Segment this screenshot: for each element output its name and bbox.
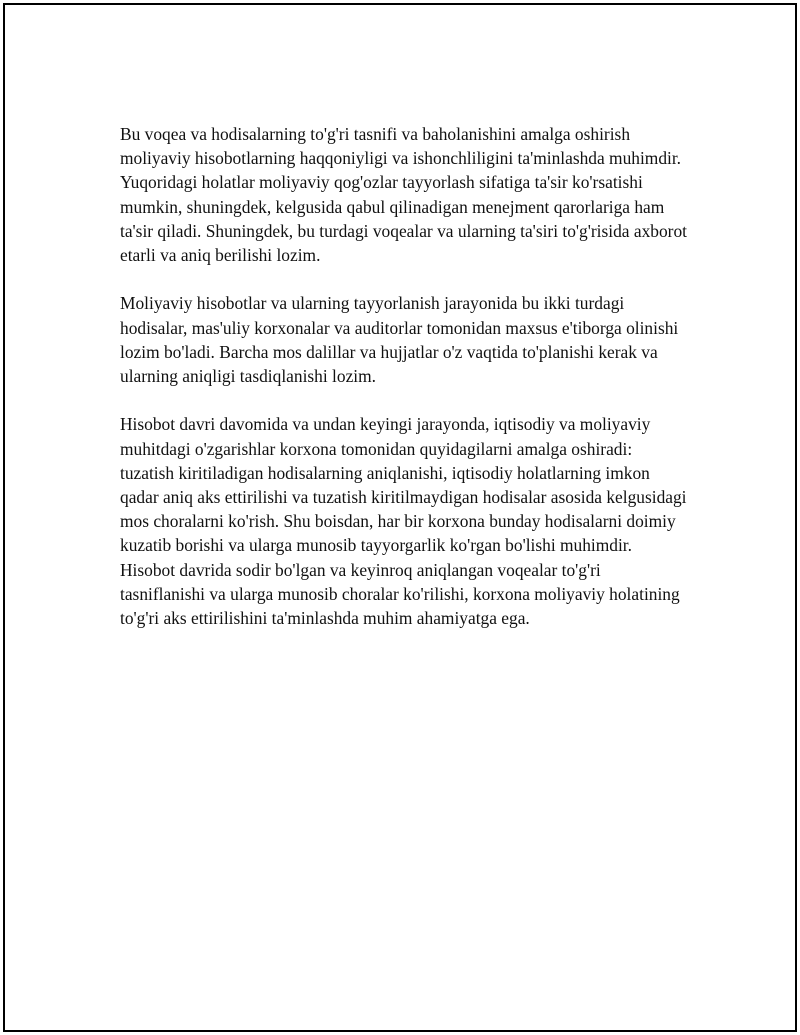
paragraph-1: Bu voqea va hodisalarning to'g'ri tasnifi va baholanishini amalga oshirish moliyaviy hisobotlarning haqqoniyligi va ishonchliligini ta'minlashda muhimdir. Yuqoridagi holatlar moliyaviy qog'ozlar tayyorlash sifatiga ta'sir ko'rsatishi mumkin, shuningdek, kelgusida qabul qilinadigan menejment qarorlariga ham ta'sir qiladi. Shuningdek, bu turdagi voqealar va ularning ta'siri to'g'risida axborot etarli va aniq berilishi lozim. [120,124,687,266]
document-page [3,3,797,1032]
document-body [120,122,690,654]
paragraph-2: Moliyaviy hisobotlar va ularning tayyorlanish jarayonida bu ikki turdagi hodisalar, mas'uliy korxonalar va auditorlar tomonidan maxsus e'tiborga olinishi lozim bo'ladi. Barcha mos dalillar va hujjatlar o'z vaqtida to'planishi kerak va ularning aniqligi tasdiqlanishi lozim. [120,293,679,387]
paragraph-3: Hisobot davri davomida va undan keyingi jarayonda, iqtisodiy va moliyaviy muhitdagi o'zgarishlar korxona tomonidan quyidagilarni amalga oshiradi: tuzatish kiritiladigan hodisalarning aniqlanishi, iqtisodiy holatlarning imkon qadar aniq aks ettirilishi va tuzatish kiritilmaydigan hodisalar asosida kelgusidagi mos choralarni ko'rish. Shu boisdan, har bir korxona bunday hodisalarni doimiy kuzatib borishi va ularga munosib tayyorgarlik ko'rgan bo'lishi muhimdir. Hisobot davrida sodir bo'lgan va keyinroq aniqlangan voqealar to'g'ri tasniflanishi va ularga munosib choralar ko'rilishi, korxona moliyaviy holatining to'g'ri aks ettirilishini ta'minlashda muhim ahamiyatga ega. [120,414,687,629]
